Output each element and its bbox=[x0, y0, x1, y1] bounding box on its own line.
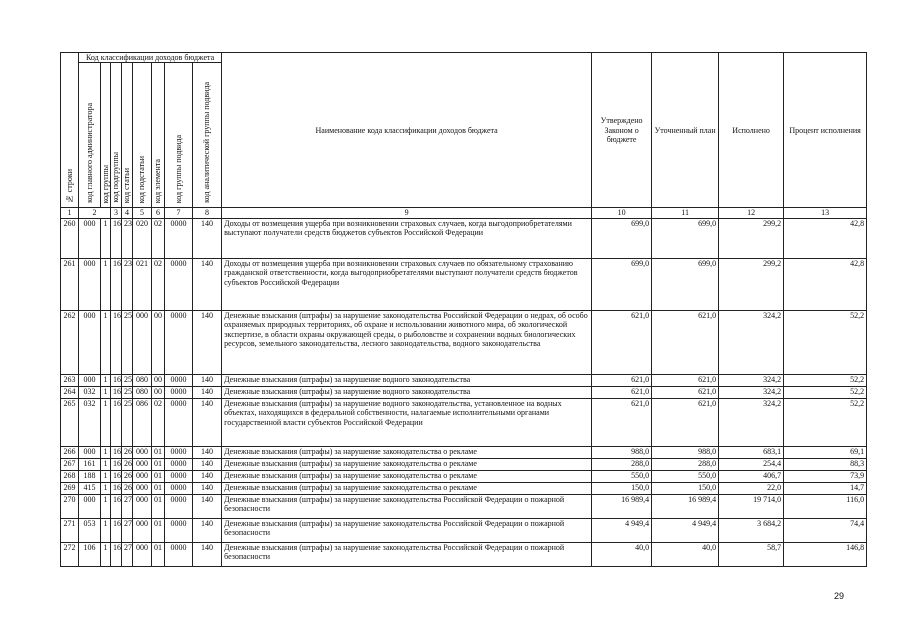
name-cell: Денежные взыскания (штрафы) за нарушение законодательства Российской Федерации о пожарной безопасности bbox=[222, 518, 592, 542]
code-group-cell: 1 bbox=[101, 494, 111, 518]
percent-cell: 52,2 bbox=[784, 398, 867, 446]
percent-cell: 88,3 bbox=[784, 458, 867, 470]
approved-cell: 621,0 bbox=[592, 398, 652, 446]
row-number-cell: 261 bbox=[61, 258, 79, 310]
code-admin-cell: 161 bbox=[79, 458, 101, 470]
revenue-table bbox=[60, 52, 867, 567]
code-group-cell: 1 bbox=[101, 470, 111, 482]
name-cell: Денежные взыскания (штрафы) за нарушение водного законодательства bbox=[222, 386, 592, 398]
column-number: 11 bbox=[652, 208, 719, 218]
name-cell: Денежные взыскания (штрафы) за нарушение водного законодательства, установленное на водных объектах, находящихся в федеральной собственности, налагаемые исполнительными органами государственной власти субъектов Российской Федерации bbox=[222, 398, 592, 446]
executed-cell: 299,2 bbox=[719, 258, 784, 310]
name-cell: Денежные взыскания (штрафы) за нарушение законодательства о рекламе bbox=[222, 458, 592, 470]
code-subgroup-cell: 16 bbox=[111, 518, 122, 542]
code-subtype-group-cell: 0000 bbox=[165, 446, 193, 458]
refined-cell: 16 989,4 bbox=[652, 494, 719, 518]
code-group-cell: 1 bbox=[101, 398, 111, 446]
column-number: 9 bbox=[222, 208, 592, 218]
code-article-cell: 26 bbox=[122, 446, 133, 458]
code-element-cell: 01 bbox=[152, 482, 165, 494]
code-article-cell: 27 bbox=[122, 542, 133, 566]
header-code-element: код элемента bbox=[152, 63, 165, 208]
code-element-cell: 01 bbox=[152, 458, 165, 470]
page-number: 29 bbox=[834, 591, 845, 601]
code-subarticle-cell: 000 bbox=[133, 458, 152, 470]
header-code-analytic-group: код аналитической группы подвида bbox=[193, 63, 222, 208]
percent-cell: 14,7 bbox=[784, 482, 867, 494]
refined-cell: 621,0 bbox=[652, 310, 719, 374]
code-subarticle-cell: 080 bbox=[133, 386, 152, 398]
code-group-cell: 1 bbox=[101, 458, 111, 470]
code-subarticle-cell: 020 bbox=[133, 218, 152, 258]
code-subtype-group-cell: 0000 bbox=[165, 310, 193, 374]
code-subgroup-cell: 16 bbox=[111, 218, 122, 258]
executed-cell: 406,7 bbox=[719, 470, 784, 482]
code-subtype-group-cell: 0000 bbox=[165, 386, 193, 398]
column-number: 4 bbox=[122, 208, 133, 218]
code-subtype-group-cell: 0000 bbox=[165, 470, 193, 482]
code-admin-cell: 000 bbox=[79, 258, 101, 310]
percent-cell: 116,0 bbox=[784, 494, 867, 518]
column-number: 1 bbox=[61, 208, 79, 218]
code-admin-cell: 415 bbox=[79, 482, 101, 494]
refined-cell: 988,0 bbox=[652, 446, 719, 458]
table-row bbox=[61, 518, 867, 542]
table-row bbox=[61, 446, 867, 458]
percent-cell: 42,8 bbox=[784, 258, 867, 310]
row-number-cell: 272 bbox=[61, 542, 79, 566]
header-code-group-col: код группы bbox=[101, 63, 111, 208]
refined-cell: 699,0 bbox=[652, 218, 719, 258]
table-row bbox=[61, 386, 867, 398]
approved-cell: 4 949,4 bbox=[592, 518, 652, 542]
header-name: Наименование кода классификации доходов бюджета bbox=[222, 53, 592, 208]
code-subtype-group-cell: 0000 bbox=[165, 518, 193, 542]
name-cell: Денежные взыскания (штрафы) за нарушение водного законодательства bbox=[222, 374, 592, 386]
header-row-number: № строки bbox=[61, 53, 79, 208]
code-subarticle-cell: 000 bbox=[133, 542, 152, 566]
name-cell: Денежные взыскания (штрафы) за нарушение законодательства Российской Федерации о пожарной безопасности bbox=[222, 494, 592, 518]
code-admin-cell: 000 bbox=[79, 310, 101, 374]
code-article-cell: 26 bbox=[122, 470, 133, 482]
name-cell: Денежные взыскания (штрафы) за нарушение законодательства Российской Федерации о недрах, об особо охраняемых природных территориях, об охране и использовании животного мира, об экологической экспертизе, в области охраны окружающей среды, о рыболовстве и сохранении водных биологических ресурсов, земельного законодательства, лесного законодательства, водного законодательства bbox=[222, 310, 592, 374]
row-number-cell: 260 bbox=[61, 218, 79, 258]
refined-cell: 621,0 bbox=[652, 386, 719, 398]
column-number: 12 bbox=[719, 208, 784, 218]
name-cell: Доходы от возмещения ущерба при возникновении страховых случаев по обязательному страхованию гражданской ответственности, когда выгодоприобретателями выступают получатели средств бюджетов субъектов Российской Федерации bbox=[222, 258, 592, 310]
percent-cell: 146,8 bbox=[784, 542, 867, 566]
executed-cell: 58,7 bbox=[719, 542, 784, 566]
code-analytic-group-cell: 140 bbox=[193, 386, 222, 398]
header-refined: Уточненный план bbox=[652, 53, 719, 208]
code-article-cell: 26 bbox=[122, 482, 133, 494]
table-row bbox=[61, 494, 867, 518]
code-subarticle-cell: 000 bbox=[133, 470, 152, 482]
refined-cell: 550,0 bbox=[652, 470, 719, 482]
approved-cell: 16 989,4 bbox=[592, 494, 652, 518]
code-element-cell: 00 bbox=[152, 374, 165, 386]
code-subtype-group-cell: 0000 bbox=[165, 482, 193, 494]
approved-cell: 550,0 bbox=[592, 470, 652, 482]
executed-cell: 3 684,2 bbox=[719, 518, 784, 542]
name-cell: Денежные взыскания (штрафы) за нарушение законодательства о рекламе bbox=[222, 482, 592, 494]
column-number: 7 bbox=[165, 208, 193, 218]
refined-cell: 699,0 bbox=[652, 258, 719, 310]
code-analytic-group-cell: 140 bbox=[193, 542, 222, 566]
approved-cell: 288,0 bbox=[592, 458, 652, 470]
code-subgroup-cell: 16 bbox=[111, 470, 122, 482]
percent-cell: 73,9 bbox=[784, 470, 867, 482]
code-element-cell: 02 bbox=[152, 398, 165, 446]
code-group-cell: 1 bbox=[101, 446, 111, 458]
percent-cell: 52,2 bbox=[784, 386, 867, 398]
code-group-cell: 1 bbox=[101, 218, 111, 258]
code-subgroup-cell: 16 bbox=[111, 386, 122, 398]
percent-cell: 52,2 bbox=[784, 310, 867, 374]
column-number: 2 bbox=[79, 208, 111, 218]
code-admin-cell: 000 bbox=[79, 218, 101, 258]
code-analytic-group-cell: 140 bbox=[193, 218, 222, 258]
code-group-cell: 1 bbox=[101, 518, 111, 542]
table-row bbox=[61, 458, 867, 470]
code-subarticle-cell: 021 bbox=[133, 258, 152, 310]
code-subarticle-cell: 080 bbox=[133, 374, 152, 386]
header-code-group: Код классификации доходов бюджета bbox=[79, 53, 222, 63]
row-number-cell: 269 bbox=[61, 482, 79, 494]
header-code-subtype-group: код группы подвида bbox=[165, 63, 193, 208]
code-subtype-group-cell: 0000 bbox=[165, 494, 193, 518]
code-subgroup-cell: 16 bbox=[111, 494, 122, 518]
refined-cell: 40,0 bbox=[652, 542, 719, 566]
code-subtype-group-cell: 0000 bbox=[165, 458, 193, 470]
code-element-cell: 01 bbox=[152, 518, 165, 542]
column-number: 6 bbox=[152, 208, 165, 218]
code-subtype-group-cell: 0000 bbox=[165, 374, 193, 386]
code-article-cell: 27 bbox=[122, 494, 133, 518]
row-number-cell: 262 bbox=[61, 310, 79, 374]
table-row bbox=[61, 482, 867, 494]
code-analytic-group-cell: 140 bbox=[193, 446, 222, 458]
table-row bbox=[61, 374, 867, 386]
header-percent: Процент исполнения bbox=[784, 53, 867, 208]
header-code-subarticle: код подстатьи bbox=[133, 63, 152, 208]
refined-cell: 288,0 bbox=[652, 458, 719, 470]
approved-cell: 621,0 bbox=[592, 386, 652, 398]
code-group-cell: 1 bbox=[101, 374, 111, 386]
code-element-cell: 01 bbox=[152, 494, 165, 518]
header-approved: Утверждено Законом о бюджете bbox=[592, 53, 652, 208]
approved-cell: 699,0 bbox=[592, 218, 652, 258]
code-admin-cell: 000 bbox=[79, 494, 101, 518]
table-body bbox=[61, 218, 867, 566]
code-article-cell: 25 bbox=[122, 386, 133, 398]
code-analytic-group-cell: 140 bbox=[193, 494, 222, 518]
percent-cell: 74,4 bbox=[784, 518, 867, 542]
approved-cell: 621,0 bbox=[592, 374, 652, 386]
code-element-cell: 01 bbox=[152, 470, 165, 482]
approved-cell: 40,0 bbox=[592, 542, 652, 566]
approved-cell: 150,0 bbox=[592, 482, 652, 494]
code-group-cell: 1 bbox=[101, 542, 111, 566]
refined-cell: 4 949,4 bbox=[652, 518, 719, 542]
header-code-admin: код главного администратора bbox=[79, 63, 101, 208]
code-subgroup-cell: 16 bbox=[111, 258, 122, 310]
code-admin-cell: 053 bbox=[79, 518, 101, 542]
column-number: 8 bbox=[193, 208, 222, 218]
executed-cell: 324,2 bbox=[719, 374, 784, 386]
code-admin-cell: 188 bbox=[79, 470, 101, 482]
code-admin-cell: 000 bbox=[79, 374, 101, 386]
code-subgroup-cell: 16 bbox=[111, 542, 122, 566]
approved-cell: 621,0 bbox=[592, 310, 652, 374]
code-analytic-group-cell: 140 bbox=[193, 374, 222, 386]
code-analytic-group-cell: 140 bbox=[193, 470, 222, 482]
code-article-cell: 25 bbox=[122, 398, 133, 446]
row-number-cell: 266 bbox=[61, 446, 79, 458]
table-row bbox=[61, 542, 867, 566]
code-subgroup-cell: 16 bbox=[111, 310, 122, 374]
code-group-cell: 1 bbox=[101, 386, 111, 398]
code-subgroup-cell: 16 bbox=[111, 446, 122, 458]
code-subarticle-cell: 000 bbox=[133, 310, 152, 374]
header-code-article: код статьи bbox=[122, 63, 133, 208]
row-number-cell: 264 bbox=[61, 386, 79, 398]
row-number-cell: 267 bbox=[61, 458, 79, 470]
executed-cell: 19 714,0 bbox=[719, 494, 784, 518]
code-group-cell: 1 bbox=[101, 310, 111, 374]
name-cell: Денежные взыскания (штрафы) за нарушение законодательства о рекламе bbox=[222, 446, 592, 458]
approved-cell: 699,0 bbox=[592, 258, 652, 310]
code-analytic-group-cell: 140 bbox=[193, 482, 222, 494]
executed-cell: 299,2 bbox=[719, 218, 784, 258]
code-analytic-group-cell: 140 bbox=[193, 310, 222, 374]
code-admin-cell: 032 bbox=[79, 386, 101, 398]
column-number: 5 bbox=[133, 208, 152, 218]
code-subgroup-cell: 16 bbox=[111, 398, 122, 446]
code-subarticle-cell: 000 bbox=[133, 494, 152, 518]
code-article-cell: 25 bbox=[122, 374, 133, 386]
code-article-cell: 23 bbox=[122, 218, 133, 258]
percent-cell: 69,1 bbox=[784, 446, 867, 458]
code-subtype-group-cell: 0000 bbox=[165, 542, 193, 566]
code-subgroup-cell: 16 bbox=[111, 482, 122, 494]
refined-cell: 621,0 bbox=[652, 398, 719, 446]
column-number: 13 bbox=[784, 208, 867, 218]
code-subtype-group-cell: 0000 bbox=[165, 258, 193, 310]
row-number-cell: 271 bbox=[61, 518, 79, 542]
refined-cell: 621,0 bbox=[652, 374, 719, 386]
column-number-row bbox=[61, 208, 867, 218]
name-cell: Денежные взыскания (штрафы) за нарушение законодательства о рекламе bbox=[222, 470, 592, 482]
approved-cell: 988,0 bbox=[592, 446, 652, 458]
code-element-cell: 01 bbox=[152, 542, 165, 566]
table-row bbox=[61, 218, 867, 258]
code-element-cell: 01 bbox=[152, 446, 165, 458]
code-element-cell: 02 bbox=[152, 218, 165, 258]
row-number-cell: 268 bbox=[61, 470, 79, 482]
executed-cell: 22,0 bbox=[719, 482, 784, 494]
executed-cell: 324,2 bbox=[719, 386, 784, 398]
code-subtype-group-cell: 0000 bbox=[165, 218, 193, 258]
code-subarticle-cell: 000 bbox=[133, 446, 152, 458]
header-executed: Исполнено bbox=[719, 53, 784, 208]
code-article-cell: 27 bbox=[122, 518, 133, 542]
code-analytic-group-cell: 140 bbox=[193, 518, 222, 542]
code-group-cell: 1 bbox=[101, 258, 111, 310]
executed-cell: 683,1 bbox=[719, 446, 784, 458]
row-number-cell: 263 bbox=[61, 374, 79, 386]
percent-cell: 42,8 bbox=[784, 218, 867, 258]
percent-cell: 52,2 bbox=[784, 374, 867, 386]
code-subtype-group-cell: 0000 bbox=[165, 398, 193, 446]
name-cell: Доходы от возмещения ущерба при возникновении страховых случаев, когда выгодоприобретателями выступают получатели средств бюджетов субъектов Российской Федерации bbox=[222, 218, 592, 258]
code-article-cell: 25 bbox=[122, 310, 133, 374]
refined-cell: 150,0 bbox=[652, 482, 719, 494]
code-article-cell: 26 bbox=[122, 458, 133, 470]
code-subarticle-cell: 000 bbox=[133, 482, 152, 494]
table-row bbox=[61, 258, 867, 310]
code-subgroup-cell: 16 bbox=[111, 374, 122, 386]
table-row bbox=[61, 310, 867, 374]
code-group-cell: 1 bbox=[101, 482, 111, 494]
code-subarticle-cell: 086 bbox=[133, 398, 152, 446]
executed-cell: 324,2 bbox=[719, 398, 784, 446]
executed-cell: 254,4 bbox=[719, 458, 784, 470]
code-subarticle-cell: 000 bbox=[133, 518, 152, 542]
code-admin-cell: 000 bbox=[79, 446, 101, 458]
code-article-cell: 23 bbox=[122, 258, 133, 310]
code-analytic-group-cell: 140 bbox=[193, 258, 222, 310]
code-admin-cell: 032 bbox=[79, 398, 101, 446]
table-row bbox=[61, 470, 867, 482]
code-analytic-group-cell: 140 bbox=[193, 458, 222, 470]
name-cell: Денежные взыскания (штрафы) за нарушение законодательства Российской Федерации о пожарной безопасности bbox=[222, 542, 592, 566]
code-analytic-group-cell: 140 bbox=[193, 398, 222, 446]
column-number: 3 bbox=[111, 208, 122, 218]
code-element-cell: 00 bbox=[152, 386, 165, 398]
column-number: 10 bbox=[592, 208, 652, 218]
code-subgroup-cell: 16 bbox=[111, 458, 122, 470]
code-element-cell: 02 bbox=[152, 258, 165, 310]
code-admin-cell: 106 bbox=[79, 542, 101, 566]
code-element-cell: 00 bbox=[152, 310, 165, 374]
header-code-subgroup: код подгруппы bbox=[111, 63, 122, 208]
executed-cell: 324,2 bbox=[719, 310, 784, 374]
table-row bbox=[61, 398, 867, 446]
row-number-cell: 265 bbox=[61, 398, 79, 446]
row-number-cell: 270 bbox=[61, 494, 79, 518]
